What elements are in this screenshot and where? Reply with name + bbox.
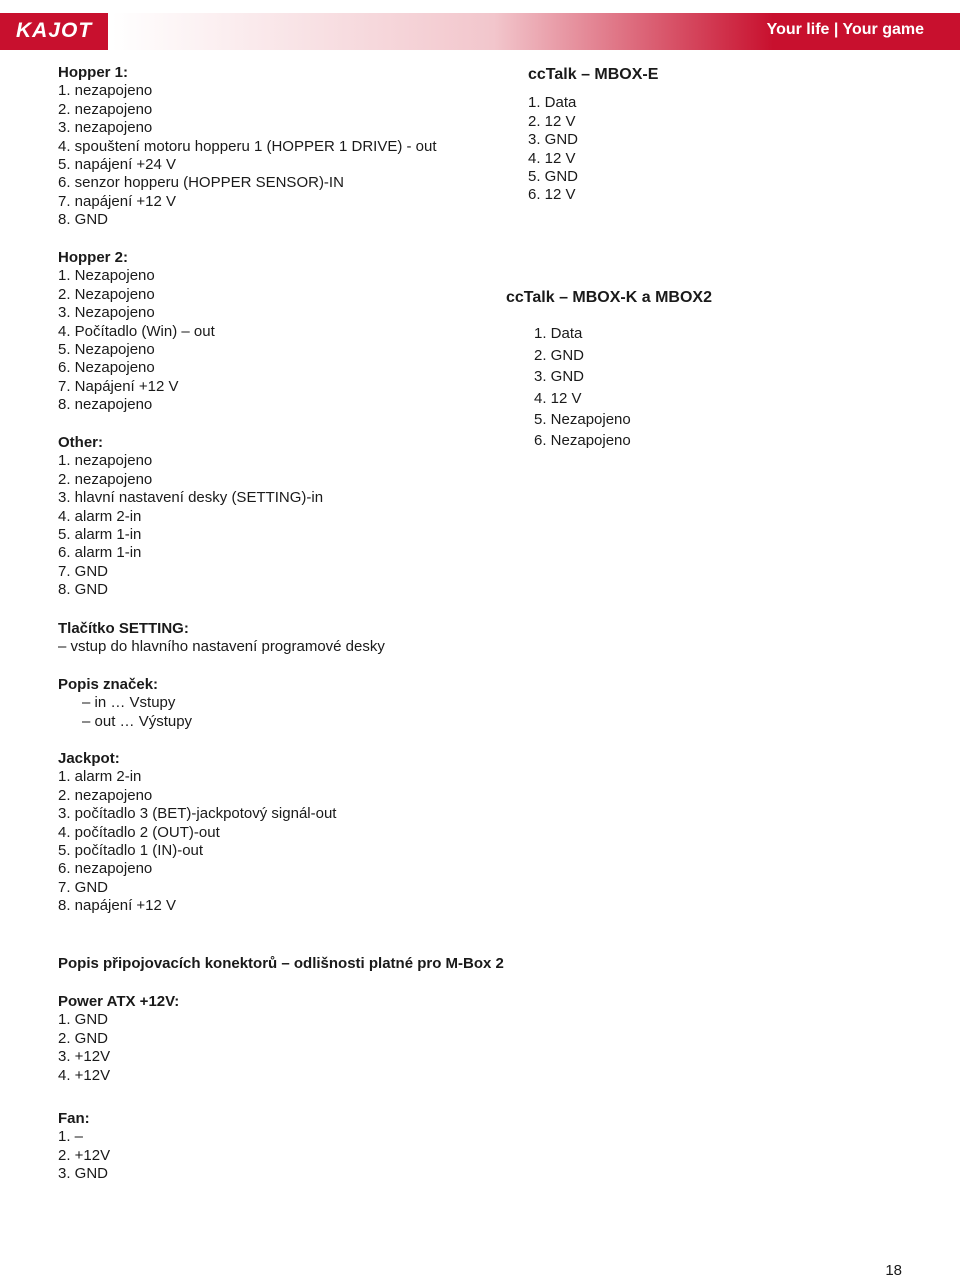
section-setting-button	[58, 620, 385, 657]
list-item: 1. alarm 2-in	[58, 768, 142, 786]
list-item: 4. Počítadlo (Win) – out	[58, 322, 215, 340]
logo-text: KAJOT	[16, 19, 93, 42]
list-item: 1. –	[58, 1128, 84, 1146]
list-item: 7. napájení +12 V	[58, 192, 177, 210]
list-item: 1. Data	[528, 94, 577, 112]
section-title: ccTalk – MBOX-E	[528, 66, 659, 83]
section-hopper-1	[58, 64, 437, 230]
list-item: 6. 12 V	[528, 186, 576, 204]
list-item: 2. +12V	[58, 1146, 111, 1164]
section-jackpot	[58, 750, 336, 916]
list-item: – in … Vstupy	[82, 694, 176, 712]
section-title: Popis značek:	[58, 676, 159, 693]
list-item: 4. +12V	[58, 1066, 111, 1084]
list-item: 3. nezapojeno	[58, 119, 153, 137]
section-cctalk-mbox-k	[506, 289, 712, 452]
list-item: 8. napájení +12 V	[58, 897, 177, 915]
section-title: Popis připojovacích konektorů – odlišnosti platné pro M-Box 2	[58, 955, 504, 972]
section-title: Hopper 1:	[58, 64, 129, 81]
list-item: 6. alarm 1-in	[58, 544, 142, 562]
list-item: 8. nezapojeno	[58, 396, 153, 414]
list-item: 5. alarm 1-in	[58, 526, 142, 544]
section-title: Other:	[58, 434, 103, 451]
list-item: 1. GND	[58, 1011, 109, 1029]
list-item: 1. nezapojeno	[58, 452, 153, 470]
list-item: 6. Nezapojeno	[534, 432, 631, 450]
list-item: 3. GND	[534, 368, 585, 386]
section-other	[58, 434, 323, 600]
list-item: 6. Nezapojeno	[58, 359, 155, 377]
section-title: Hopper 2:	[58, 249, 129, 266]
list-item: 5. Nezapojeno	[534, 411, 631, 429]
list-item: 2. nezapojeno	[58, 470, 153, 488]
page-number: 18	[885, 1262, 902, 1279]
list-item: 1. Nezapojeno	[58, 267, 155, 285]
section-title: Tlačítko SETTING:	[58, 620, 189, 637]
list-item: 1. nezapojeno	[58, 82, 153, 100]
list-item: – vstup do hlavního nastavení programové desky	[58, 638, 385, 656]
section-cctalk-mbox-e	[528, 66, 658, 205]
kajot-logo	[0, 13, 108, 50]
list-item: 3. GND	[528, 131, 579, 149]
list-item: 5. napájení +24 V	[58, 156, 177, 174]
list-item: 3. GND	[58, 1165, 109, 1183]
section-legend	[58, 676, 192, 731]
list-item: 2. GND	[534, 346, 585, 364]
list-item: 2. Nezapojeno	[58, 285, 155, 303]
list-item: 2. nezapojeno	[58, 100, 153, 118]
section-hopper-2	[58, 249, 215, 415]
list-item: 3. Nezapojeno	[58, 304, 155, 322]
page-header	[0, 13, 960, 50]
list-item: 4. alarm 2-in	[58, 507, 142, 525]
section-connectors-heading	[58, 955, 504, 973]
list-item: 3. hlavní nastavení desky (SETTING)-in	[58, 489, 324, 507]
list-item: 6. senzor hopperu (HOPPER SENSOR)-IN	[58, 174, 344, 192]
section-title: Fan:	[58, 1110, 90, 1127]
list-item: 7. GND	[58, 878, 109, 896]
list-item: 8. GND	[58, 211, 109, 229]
list-item: 7. Napájení +12 V	[58, 377, 179, 395]
section-title: Jackpot:	[58, 750, 120, 767]
list-item: 5. GND	[528, 168, 579, 186]
list-item: 3. počítadlo 3 (BET)-jackpotový signál-out	[58, 805, 337, 823]
list-item: 4. počítadlo 2 (OUT)-out	[58, 823, 220, 841]
list-item: 2. 12 V	[528, 112, 576, 130]
list-item: 4. 12 V	[528, 149, 576, 167]
list-item: 5. Nezapojeno	[58, 341, 155, 359]
list-item: 2. GND	[58, 1029, 109, 1047]
section-title: ccTalk – MBOX-K a MBOX2	[506, 289, 712, 306]
list-item: 7. GND	[58, 562, 109, 580]
section-fan	[58, 1110, 110, 1184]
list-item: 6. nezapojeno	[58, 860, 153, 878]
list-item: 4. 12 V	[534, 389, 582, 407]
list-item: 1. Data	[534, 325, 583, 343]
list-item: – out … Výstupy	[82, 712, 193, 730]
header-slogan: Your life | Your game	[766, 21, 924, 38]
list-item: 5. počítadlo 1 (IN)-out	[58, 842, 204, 860]
list-item: 2. nezapojeno	[58, 786, 153, 804]
list-item: 4. spouštení motoru hopperu 1 (HOPPER 1 DRIVE) - out	[58, 137, 437, 155]
list-item: 3. +12V	[58, 1048, 111, 1066]
section-power-atx	[58, 993, 179, 1085]
section-title: Power ATX +12V:	[58, 993, 180, 1010]
header-banner	[112, 13, 960, 50]
list-item: 8. GND	[58, 581, 109, 599]
